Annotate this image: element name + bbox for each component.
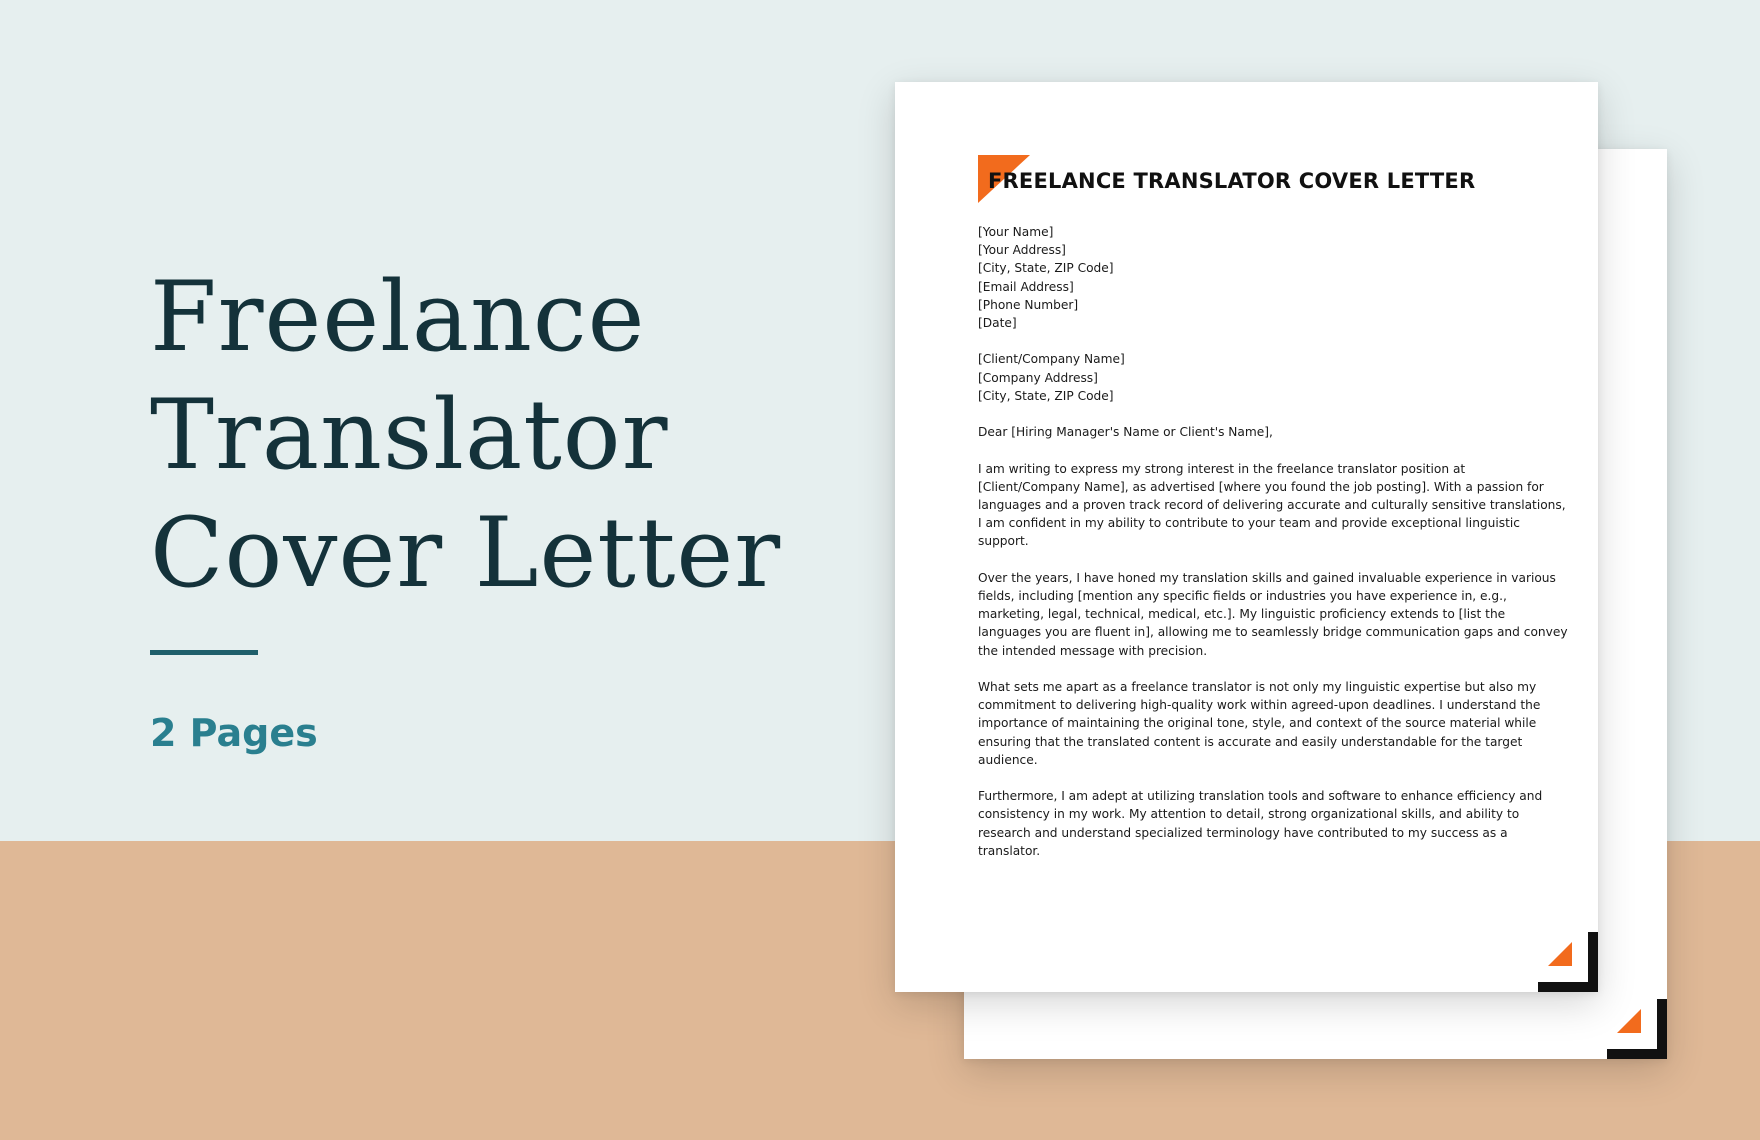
hero-title-line: Cover Letter xyxy=(150,497,782,609)
paragraph-line: languages you are fluent in], allowing me to seamlessly bridge communication gaps and convey xyxy=(978,625,1568,640)
body-paragraph xyxy=(978,787,1543,860)
recipient-block xyxy=(978,350,1518,405)
paragraph-line: support. xyxy=(978,534,1029,549)
paragraph-line: commitment to delivering high-quality work within agreed-upon deadlines. I understand the xyxy=(978,698,1541,713)
title-underline xyxy=(150,650,258,655)
paragraph-line: I am writing to express my strong interest in the freelance translator position at xyxy=(978,461,1466,476)
hero-title xyxy=(150,258,850,612)
recipient-line: [Company Address] xyxy=(978,370,1098,385)
page-corner-ornament xyxy=(1607,999,1667,1059)
hero-title-line: Freelance xyxy=(150,261,646,373)
hero-text xyxy=(150,258,850,755)
paragraph-line: Over the years, I have honed my translation skills and gained invaluable experience in various xyxy=(978,570,1556,585)
document-body xyxy=(978,223,1568,860)
sender-line: [Your Address] xyxy=(978,243,1066,258)
paragraph-line: translator. xyxy=(978,843,1041,858)
page-corner-ornament xyxy=(1538,932,1598,992)
paragraph-line: consistency in my work. My attention to detail, strong organizational skills, and ability to xyxy=(978,807,1520,822)
sender-line: [Phone Number] xyxy=(978,297,1079,312)
paragraph-line: languages and a proven track record of delivering accurate and culturally sensitive translations, xyxy=(978,498,1566,512)
sender-line: [City, State, ZIP Code] xyxy=(978,261,1114,276)
paragraph-line: What sets me apart as a freelance translator is not only my linguistic expertise but also my xyxy=(978,680,1537,694)
page-count-label: 2 Pages xyxy=(150,711,318,755)
sender-line: [Email Address] xyxy=(978,279,1074,294)
document-page-front xyxy=(895,82,1598,992)
salutation-line: Dear [Hiring Manager's Name or Client's Name], xyxy=(978,425,1273,440)
body-paragraph xyxy=(978,569,1568,660)
paragraph-line: the intended message with precision. xyxy=(978,643,1208,658)
document-title: FREELANCE TRANSLATOR COVER LETTER xyxy=(988,169,1476,193)
paragraph-line: audience. xyxy=(978,752,1038,767)
paragraph-line: [Client/Company Name], as advertised [where you found the job posting]. With a passion for xyxy=(978,479,1544,494)
body-paragraph xyxy=(978,460,1566,551)
paragraph-line: Furthermore, I am adept at utilizing translation tools and software to enhance efficiency and xyxy=(978,789,1543,804)
paragraph-line: ensuring that the translated content is accurate and easily understandable for the target xyxy=(978,734,1523,749)
document-header xyxy=(978,155,1578,205)
paragraph-line: marketing, legal, technical, medical, etc.]. My linguistic proficiency extends to [list the xyxy=(978,607,1506,622)
paragraph-line: research and understand specialized terminology have contributed to my success as a xyxy=(978,825,1508,840)
sender-line: [Your Name] xyxy=(978,225,1054,239)
hero-title-line: Translator xyxy=(150,379,669,491)
body-paragraph xyxy=(978,678,1541,769)
sender-block xyxy=(978,223,1518,332)
paragraph-line: I am confident in my ability to contribute to your team and provide exceptional linguistic xyxy=(978,516,1520,531)
paragraph-line: importance of maintaining the original tone, style, and context of the source material while xyxy=(978,716,1537,731)
sender-line: [Date] xyxy=(978,316,1017,331)
recipient-line: [Client/Company Name] xyxy=(978,352,1125,367)
recipient-line: [City, State, ZIP Code] xyxy=(978,388,1114,403)
salutation xyxy=(978,423,1518,441)
paragraph-line: fields, including [mention any specific fields or industries you have experience in, e.g., xyxy=(978,589,1507,603)
